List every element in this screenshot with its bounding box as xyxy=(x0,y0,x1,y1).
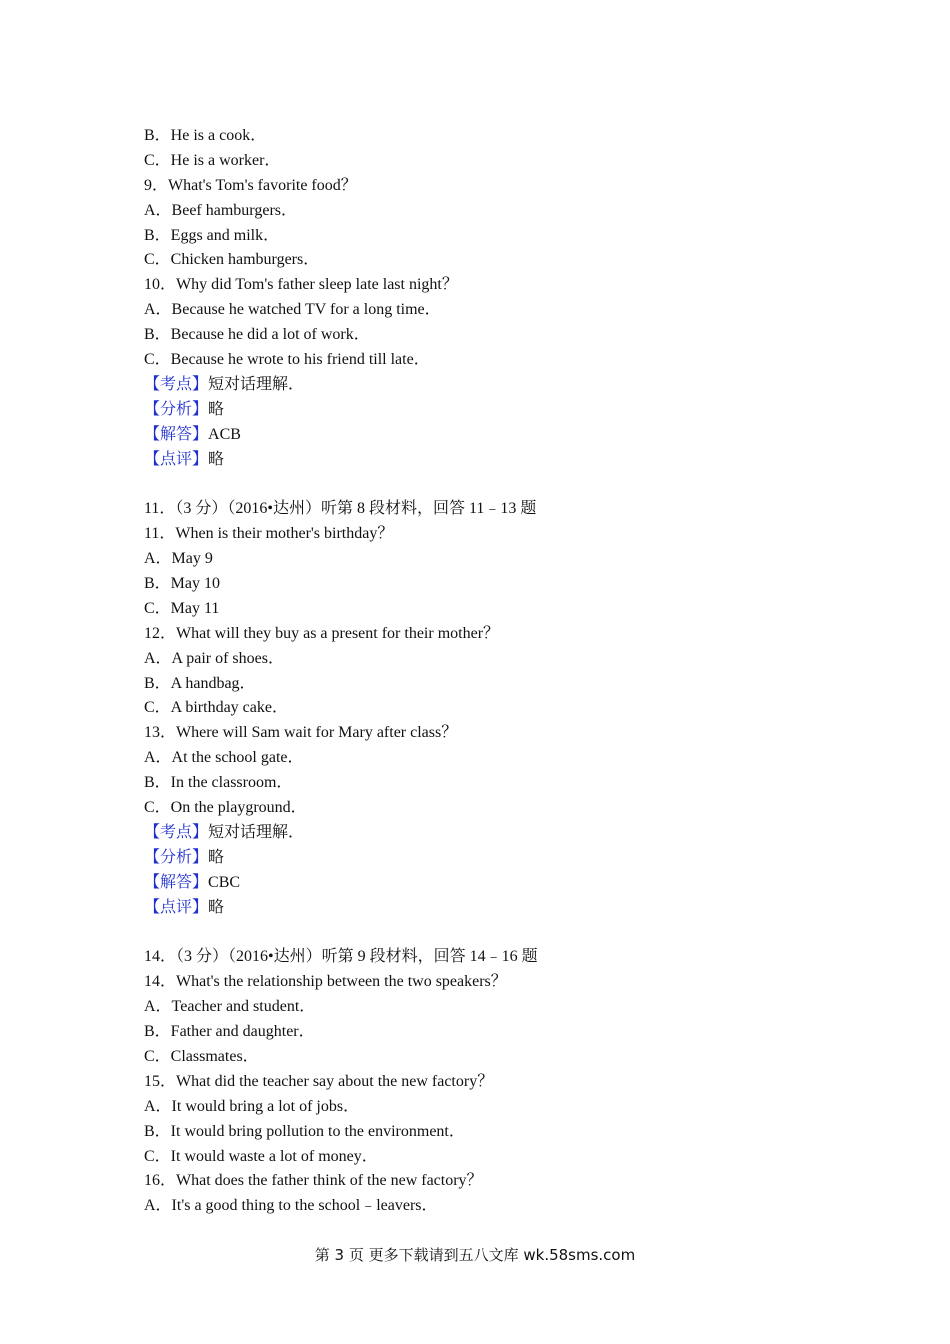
question-line: 9．What's Tom's favorite food？ xyxy=(144,176,357,194)
option-line: A．A pair of shoes． xyxy=(144,649,284,667)
option-line: B．It would bring pollution to the environment． xyxy=(144,1122,465,1140)
dianping-tag: 【点评】 xyxy=(144,450,209,468)
option-line: B．May 10 xyxy=(144,575,221,593)
option-line: C．Classmates． xyxy=(144,1047,259,1065)
kaodian-text: 短对话理解． xyxy=(208,823,305,841)
option-line: C．A birthday cake． xyxy=(144,699,288,717)
question-line: 10．Why did Tom's father sleep late last night？ xyxy=(144,276,458,294)
kaodian-tag: 【考点】 xyxy=(144,823,209,841)
option-line: B．A handbag． xyxy=(144,674,256,692)
jieda-text: CBC xyxy=(208,873,241,891)
option-line: C．He is a worker． xyxy=(144,151,281,169)
option-line: A．Beef hamburgers． xyxy=(144,201,298,219)
fenxi-text: 略 xyxy=(208,848,225,866)
dianping-tag: 【点评】 xyxy=(144,898,209,916)
option-line: B．Eggs and milk． xyxy=(144,226,280,244)
spacer xyxy=(144,472,864,497)
option-line: A．Because he watched TV for a long time． xyxy=(144,301,441,319)
option-line: B．Father and daughter． xyxy=(144,1023,315,1041)
option-line: A．It would bring a lot of jobs． xyxy=(144,1097,360,1115)
fenxi-row xyxy=(144,846,864,871)
question-line: 11．When is their mother's birthday？ xyxy=(144,525,394,543)
document-body xyxy=(144,124,864,1219)
kaodian-tag: 【考点】 xyxy=(144,375,209,393)
jieda-row xyxy=(144,871,864,896)
kaodian-text: 短对话理解． xyxy=(208,375,305,393)
option-line: C．On the playground． xyxy=(144,799,307,817)
option-line: B．In the classroom． xyxy=(144,774,293,792)
dianping-text: 略 xyxy=(208,898,225,916)
spacer xyxy=(144,921,864,946)
option-line: A．Teacher and student． xyxy=(144,998,316,1016)
jieda-text: ACB xyxy=(208,425,241,443)
question-line: 12．What will they buy as a present for their mother？ xyxy=(144,624,500,642)
section-header: 14．（3 分）（2016•达州）听第 9 段材料，回答 14﹣16 题 xyxy=(144,948,538,966)
question-line: 16．What does the father think of the new factory？ xyxy=(144,1172,483,1190)
question-line: 14．What's the relationship between the two speakers？ xyxy=(144,973,507,991)
kaodian-row xyxy=(144,373,864,398)
option-line: C．Because he wrote to his friend till late． xyxy=(144,351,430,369)
jieda-tag: 【解答】 xyxy=(144,873,209,891)
option-line: C．Chicken hamburgers． xyxy=(144,251,320,269)
dianping-text: 略 xyxy=(208,450,225,468)
fenxi-row xyxy=(144,398,864,423)
option-line: A．At the school gate． xyxy=(144,749,304,767)
page-footer: 第 3 页 更多下载请到五八文库 wk.58sms.com xyxy=(314,1246,636,1264)
jieda-tag: 【解答】 xyxy=(144,425,209,443)
option-line: A．May 9 xyxy=(144,550,213,568)
fenxi-tag: 【分析】 xyxy=(144,400,209,418)
option-line: B．He is a cook． xyxy=(144,127,267,144)
dianping-row xyxy=(144,448,864,473)
option-line: B．Because he did a lot of work． xyxy=(144,326,370,344)
question-line: 13．Where will Sam wait for Mary after class？ xyxy=(144,724,458,742)
fenxi-text: 略 xyxy=(208,400,225,418)
section-header: 11．（3 分）（2016•达州）听第 8 段材料，回答 11﹣13 题 xyxy=(144,500,537,518)
jieda-row xyxy=(144,423,864,448)
question-line: 15．What did the teacher say about the new factory？ xyxy=(144,1072,494,1090)
fenxi-tag: 【分析】 xyxy=(144,848,209,866)
option-line: C．It would waste a lot of money． xyxy=(144,1147,378,1165)
option-line: C．May 11 xyxy=(144,599,220,617)
option-line: A．It's a good thing to the school﹣leavers． xyxy=(144,1197,438,1215)
dianping-row xyxy=(144,896,864,921)
kaodian-row xyxy=(144,821,864,846)
